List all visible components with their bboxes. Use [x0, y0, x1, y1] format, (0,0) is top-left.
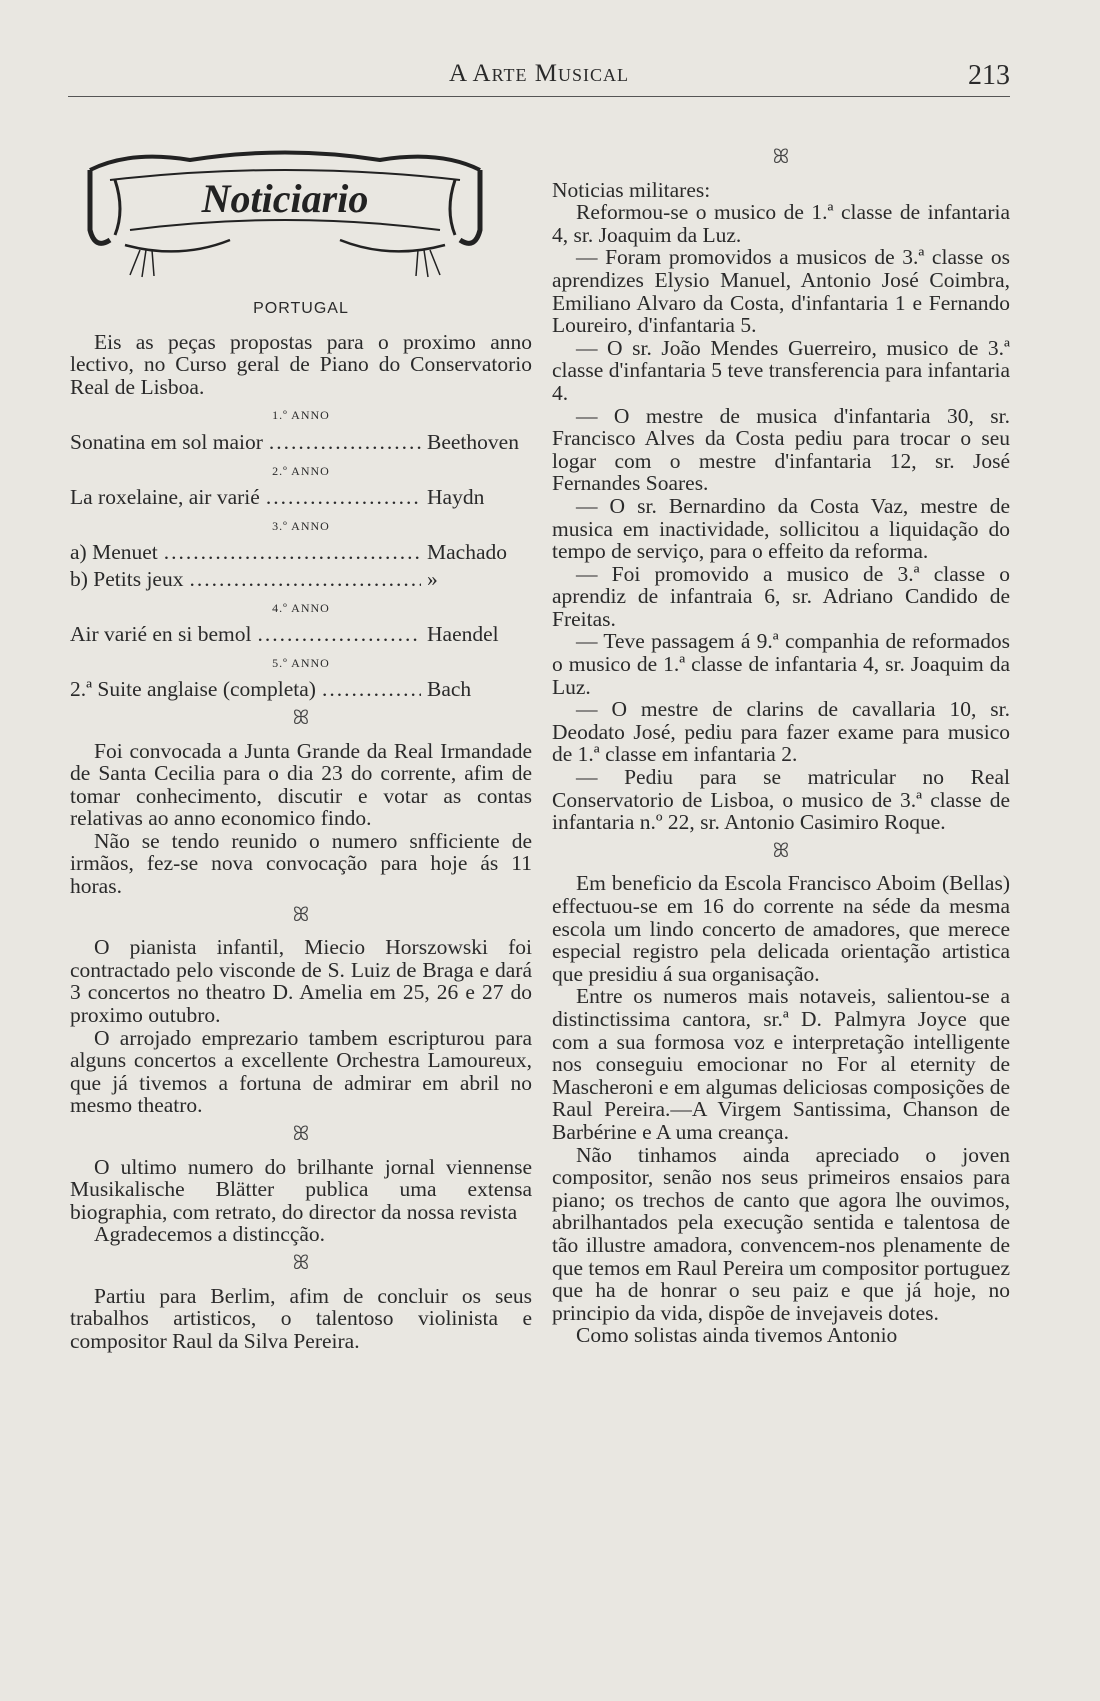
- program-list: [70, 404, 532, 701]
- article-paragraph: Reformou-se o musico de 1.ª classe de infantaria 4, sr. Joaquim da Luz.: [552, 200, 1010, 247]
- article-paragraph: Em beneficio da Escola Francisco Aboim (Bellas) effectuou-se em 16 do corrente na séde da mesma escola um lindo concerto de amadores, que merece especial registro pela delicada orientação artistica que presidiu á sua organisação.: [552, 871, 1010, 986]
- fleuron-icon: ꕤ: [292, 1123, 310, 1145]
- article-paragraph: Não se tendo reunido o numero snfficiente de irmãos, fez-se nova convocação para hoje ás 11 horas.: [70, 828, 532, 899]
- intro-paragraph: Eis as peças propostas para o proximo anno lectivo, no Curso geral de Piano do Conservatorio Real de Lisboa.: [70, 329, 532, 399]
- piece-row: [70, 678, 532, 701]
- piece-composer: Haydn: [427, 485, 485, 510]
- article-paragraph: Agradecemos a distincção.: [94, 1222, 326, 1247]
- article-paragraph: — O sr. João Mendes Guerreiro, musico de 3.ª classe d'infantaria 5 teve transferencia para infantaria 4.: [552, 335, 1010, 405]
- piece-name: Air varié en si bemol: [70, 622, 252, 647]
- journal-title: A Arte Musical: [449, 60, 629, 87]
- piece-name: a) Menuet: [70, 540, 158, 565]
- piece-name: 2.ª Suite anglaise (completa): [70, 677, 316, 702]
- dot-leader: [189, 568, 421, 591]
- article-paragraph: Entre os numeros mais notaveis, salientou-se a distinctissima cantora, sr.ª D. Palmyra Joyce que com a sua formosa voz e interpretação intelligente nos conseguiu emocionar no For al eternity de Mascheroni e em algumas deliciosas composições de Raul Pereira.—A Virgem Santissima, Chanson de Barbérine e A uma creança.: [552, 984, 1010, 1144]
- year-label: 1.º ANNO: [272, 408, 330, 423]
- article-paragraph: — O mestre de clarins de cavallaria 10, sr. Deodato José, pediu para fazer exame para musico de 1.ª classe em infantaria 2.: [552, 697, 1010, 767]
- dot-leader: [269, 431, 421, 454]
- article-paragraph: — Pediu para se matricular no Real Conservatorio de Lisboa, o musico de 3.ª classe de infantaria n.º 22, sr. Antonio Casimiro Roque.: [552, 765, 1010, 835]
- article-paragraph: — O sr. Bernardino da Costa Vaz, mestre de musica em inactividade, sollicitou a liquidação do tempo de serviço, para o effeito da reforma.: [552, 493, 1010, 564]
- article-paragraph: Não tinhamos ainda apreciado o joven compositor, senão nos seus primeiros ensaios para piano; os trechos de canto que agora lhe ouvimos, abrilhantados pela execução sentida e talentosa de tão illustre amadora, convencem-nos plenamente de que temos em Raul Pereira um compositor portuguez que ha de honrar o seu paiz e que já hoje, no principio da vida, dispõe de invejaveis dotes.: [552, 1142, 1010, 1325]
- dot-leader: [258, 623, 421, 646]
- article-paragraph: Como solistas ainda tivemos Antonio: [576, 1323, 898, 1348]
- article-paragraph: Noticias militares:: [552, 177, 711, 202]
- article-paragraph: Partiu para Berlim, afim de concluir os seus trabalhos artisticos, o talentoso violinista e compositor Raul da Silva Pereira.: [70, 1283, 532, 1353]
- section-portugal: PORTUGAL: [253, 300, 349, 317]
- year-label: 3.º ANNO: [272, 518, 330, 533]
- piece-row: [70, 623, 532, 646]
- fleuron-icon: ꕤ: [292, 706, 310, 729]
- piece-row: [70, 431, 532, 454]
- masthead-title: Noticiario: [201, 176, 369, 221]
- piece-composer: Beethoven: [427, 429, 519, 454]
- piece-name: b) Petits jeux: [70, 566, 184, 591]
- year-label: 4.º ANNO: [272, 600, 330, 615]
- article-paragraph: Foi convocada a Junta Grande da Real Irmandade de Santa Cecilia para o dia 23 do corrente, afim de tomar conhecimento, discutir e votar as contas relativas ao anno economico findo.: [70, 738, 532, 831]
- article-paragraph: O ultimo numero do brilhante jornal viennense Musikalische Blätter publica uma extensa biographia, com retrato, do director da nossa revista: [70, 1154, 532, 1224]
- noticiario-masthead: [70, 140, 532, 290]
- article-paragraph: O arrojado emprezario tambem escripturou para alguns concertos a excellente Orchestra Lamoureux, que já tivemos a fortuna de admirar em abril no mesmo theatro.: [70, 1025, 532, 1118]
- left-column: [70, 140, 532, 1352]
- piece-row: [70, 568, 532, 591]
- year-label: 2.º ANNO: [272, 463, 330, 478]
- ornamental-banner-icon: [70, 140, 500, 290]
- piece-composer: Machado: [427, 540, 507, 565]
- article-paragraph: — Foram promovidos a musicos de 3.ª classe os aprendizes Elysio Manuel, Antonio José Coimbra, Emiliano Alvaro da Costa, d'infantaria 1 e Fernando Loureiro, d'infantaria 5.: [552, 245, 1010, 338]
- piece-name: Sonatina em sol maior: [70, 429, 263, 454]
- piece-name: La roxelaine, air varié: [70, 485, 260, 510]
- piece-composer: »: [427, 566, 438, 591]
- fleuron-icon: ꕤ: [292, 1251, 310, 1274]
- running-header: [68, 60, 1010, 100]
- article-paragraph: — O mestre de musica d'infantaria 30, sr. Francisco Alves da Costa pediu para trocar o seu logar com o mestre d'infantaria 12, sr. José Fernandes Soares.: [552, 403, 1010, 496]
- piece-row: [70, 486, 532, 509]
- piece-composer: Haendel: [427, 622, 499, 647]
- article-paragraph: — Foi promovido a musico de 3.ª classe o aprendiz de infantraia 6, sr. Adriano Candido de Freitas.: [552, 561, 1010, 631]
- article-paragraph: O pianista infantil, Miecio Horszowski foi contractado pelo visconde de S. Luiz de Braga e dará 3 concertos no theatro D. Amelia em 25, 26 e 27 do proximo outubro.: [70, 935, 532, 1028]
- fleuron-icon: ꕤ: [772, 839, 790, 862]
- dot-leader: [164, 541, 421, 564]
- page-number: 213: [968, 60, 1010, 91]
- article-paragraph: — Teve passagem á 9.ª companhia de reformados o musico de 1.ª classe de infantaria 4, sr. Joaquim da Luz.: [552, 629, 1010, 699]
- dot-leader: [322, 678, 421, 701]
- year-label: 5.º ANNO: [272, 655, 330, 670]
- fleuron-icon: ꕤ: [772, 146, 790, 168]
- piece-composer: Bach: [427, 677, 472, 702]
- right-column: [552, 140, 1010, 1347]
- header-rule: [68, 96, 1010, 97]
- piece-row: [70, 541, 532, 564]
- dot-leader: [266, 486, 421, 509]
- fleuron-icon: ꕤ: [292, 903, 310, 926]
